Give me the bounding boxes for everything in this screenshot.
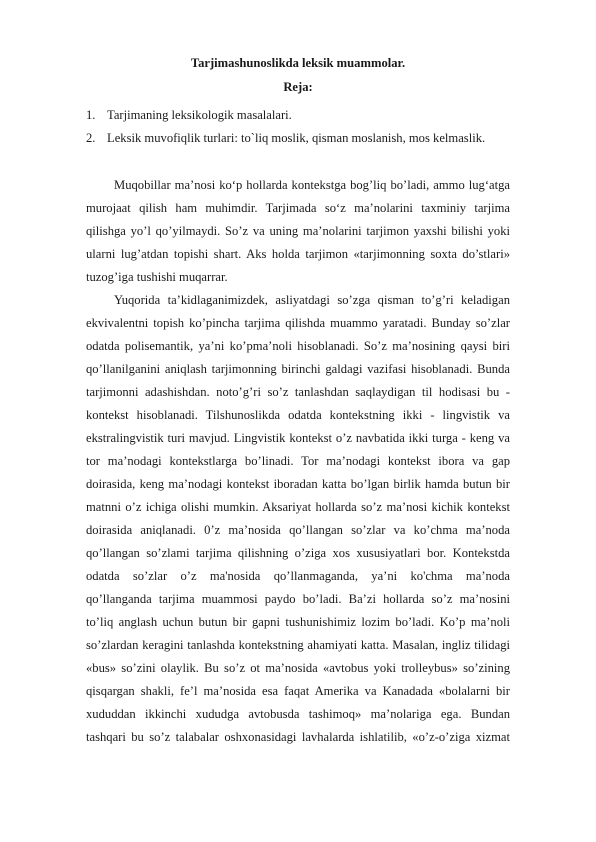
- paragraph-line: doirasida aniqlanadi. 0’z ma’nosida qo’llangan so’zlar va ko’chma ma’noda: [86, 523, 510, 537]
- plan-item: [86, 104, 546, 127]
- paragraph-line: ekstralingvistik turi mavjud. Lingvistik kontekst o’z navbatida ikki turga - keng va: [86, 431, 510, 445]
- paragraph-1: [86, 174, 510, 289]
- paragraph-2: [86, 289, 510, 749]
- plan-item-number: 2.: [86, 131, 96, 145]
- paragraph-line: tashqari bu so’z talabalar oshxonasidagi lavhalarda ishlatilib, «o’z-o’ziga xizmat: [86, 730, 510, 744]
- paragraph-line: xududdan ikkinchi xududga avtobusda tashimoq» ma’nolariga ega. Bundan: [86, 707, 510, 721]
- paragraph-line: qisqargan shakli, fe’l ma’nosida esa faqat Amerika va Kanadada «bolalarni bir: [86, 684, 510, 698]
- paragraph-line: Muqobillar ma’nosi ko‘p hollarda kontekstga bog’liq bo’ladi, ammo lug‘atga: [114, 178, 510, 192]
- document-title: Tarjimashunoslikda leksik muammolar.: [190, 56, 406, 70]
- plan-item-number: 1.: [86, 108, 96, 122]
- paragraph-line: so’zlardan keragini tanlashda kontekstning ahamiyati katta. Masalan, ingliz tilidagi: [86, 638, 510, 652]
- paragraph-line: qo’llanganda tarjima muammosi paydo bo’ladi. Ba’zi hollarda so’z ma’nosini: [86, 592, 510, 606]
- plan-item: [86, 127, 546, 150]
- paragraph-line: ekvivalentni topish ko’pincha tarjima qilishda muammo yaratadi. Bunday so’zlar: [86, 316, 510, 330]
- paragraph-line: doirasida, keng ma’nodagi kontekst iboradan katta bo’lgan birlik hamda butun bir: [86, 477, 510, 491]
- paragraph-line: tor ma’nodagi kontekstlarga bo’linadi. Tor ma’nodagi kontekst ibora va gap: [86, 454, 510, 468]
- plan-item-text: Tarjimaning leksikologik masalalari.: [107, 108, 292, 122]
- plan-item-text: Leksik muvofiqlik turlari: to`liq moslik, qisman moslanish, mos kelmaslik.: [107, 131, 486, 145]
- paragraph-line: Yuqorida ta’kidlaganimizdek, asliyatdagi so’zga qisman to’g’ri keladigan: [114, 293, 510, 307]
- plan-list: [86, 104, 546, 150]
- paragraph-line: qilishga yo’l qo’yilmaydi. So’z va uning ma’nolarini tarjimon yaxshi bilishi yoki: [86, 224, 510, 238]
- paragraph-line: odatda polisemantik, ya’ni ko’pma’noli hisoblanadi. So’z ma’nosining qaysi biri: [86, 339, 510, 353]
- paragraph-line: tuzog’iga tushishi muqarrar.: [86, 270, 228, 284]
- paragraph-line: qo’llanilganini aniqlash tarjimonning birinchi galdagi vazifasi hisoblanadi. Bunda: [86, 362, 510, 376]
- paragraph-line: odatda so’zlar o’z ma'nosida qo’llanmaganda, ya’ni ko'chma ma’noda: [86, 569, 510, 583]
- paragraph-line: murojaat qilish ham muhimdir. Tarjimada so‘z ma’nolarini taxminiy tarjima: [86, 201, 510, 215]
- paragraph-line: kontekst hisoblanadi. Tilshunoslikda odatda kontekstning ikki - lingvistik va: [86, 408, 510, 422]
- paragraph-line: ularni lug’atdan topishi shart. Aks holda tarjimon «tarjimonning soxta do’stlari»: [86, 247, 510, 261]
- paragraph-line: «bus» so’zini olaylik. Bu so’z ot ma’nosida «avtobus yoki trolleybus» so’zining: [86, 661, 510, 675]
- paragraph-line: tarjimonni adashishdan. noto’g’ri so’z tanlashdan saqlaydigan til hodisasi bu -: [86, 385, 510, 399]
- paragraph-line: matnni o’z ichiga olishi mumkin. Aksariyat hollarda so’z ma’nosi kichik kontekst: [86, 500, 510, 514]
- paragraph-line: to’liq anglash uchun butun bir gapni tushunishimiz lozim bo’ladi. Ko’p ma’noli: [86, 615, 510, 629]
- plan-heading: Reja:: [283, 80, 313, 94]
- paragraph-line: qo’llangan so’zlami tarjima qilishning o’ziga xos xususiyatlari bor. Kontekstda: [86, 546, 510, 560]
